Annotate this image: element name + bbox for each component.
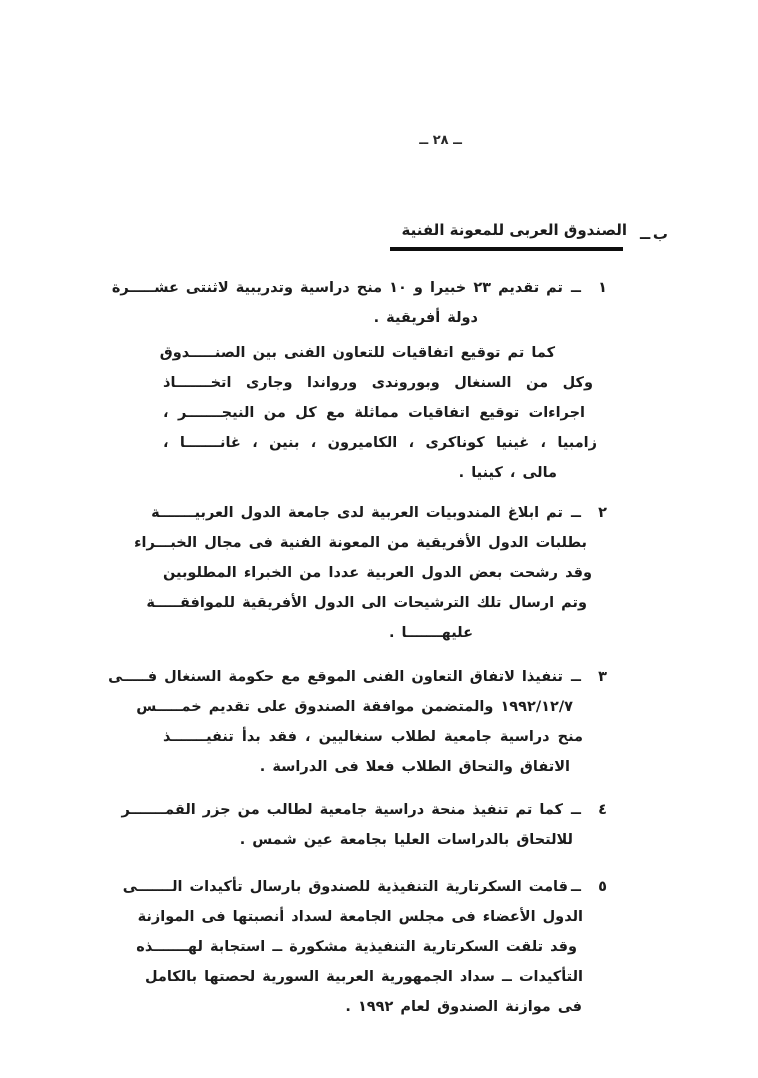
item-number-dash: ــ	[571, 669, 581, 685]
text-line: بطلبات الدول الأفريقية من المعونة الفنية فى مجال الخبـــراء	[134, 535, 587, 551]
text-line: عليهـــــــا .	[388, 625, 473, 641]
text-line: تم ابلاغ المندوبيات العربية لدى جامعة الدول العربيـــــــة	[151, 505, 563, 521]
item-number-marker	[571, 877, 607, 897]
text-line: ١٩٩٢/١٢/٧ والمتضمن موافقة الصندوق على تقديم خمـــــس	[136, 699, 573, 715]
text-line: كما تم تنفيذ منحة دراسية جامعية لطالب من جزر القمـــــــر	[121, 802, 563, 818]
text-line: دولة أفريقية .	[373, 310, 478, 326]
title-underline	[390, 247, 623, 251]
text-line: اجراءات توقيع اتفاقيات مماثلة مع كل من النيجـــــــر ،	[163, 405, 585, 421]
text-line: تنفيذا لاتفاق التعاون الفنى الموقع مع حكومة السنغال فـــــى	[108, 669, 563, 685]
text-line: التأكيدات ــ سداد الجمهورية العربية السورية لحصتها بالكامل	[144, 969, 583, 985]
text-line: وقد تلقت السكرتارية التنفيذية مشكورة ــ استجابة لهـــــــذه	[136, 939, 577, 955]
section-title: الصندوق العربى للمعونة الفنية	[401, 221, 627, 239]
text-line: كما تم توقيع اتفاقيات للتعاون الفنى بين الصنـــــدوق	[159, 345, 555, 361]
item-number-marker	[571, 667, 607, 687]
text-line: مالى ، كينيا .	[458, 465, 557, 481]
page-number: ــ ٢٨ ــ	[419, 133, 462, 148]
section-marker	[640, 224, 668, 244]
text-line: وقد رشحت بعض الدول العربية عددا من الخبراء المطلوبين	[163, 565, 592, 581]
text-line: وتم ارسال تلك الترشيحات الى الدول الأفريقية للموافقـــــة	[146, 595, 587, 611]
text-line: تم تقديم ٢٣ خبيرا و ١٠ منح دراسية وتدريبية لاثنتى عشـــــرة	[111, 280, 563, 296]
item-number-marker	[571, 503, 607, 523]
item-number: ٤	[598, 802, 607, 818]
text-line: الاتفاق والتحاق الطلاب فعلا فى الدراسة .	[259, 759, 570, 775]
item-number: ٣	[598, 669, 607, 685]
text-line: منح دراسية جامعية لطلاب سنغاليين ، فقد بدأ تنفيـــــــذ	[163, 729, 583, 745]
item-number-marker	[571, 278, 607, 298]
item-number: ١	[598, 280, 607, 296]
text-line: للالتحاق بالدراسات العليا بجامعة عين شمس .	[239, 832, 573, 848]
item-number: ٥	[598, 879, 607, 895]
item-number: ٢	[598, 505, 607, 521]
item-number-dash: ــ	[571, 280, 581, 296]
section-marker-dash: ــ	[640, 225, 651, 243]
text-line: قامت السكرتارية التنفيذية للصندوق بارسال تأكيدات الـــــــى	[122, 879, 568, 895]
section-marker-letter: ب	[652, 225, 668, 243]
item-number-dash: ــ	[571, 879, 581, 895]
item-number-dash: ــ	[571, 802, 581, 818]
text-line: وكل من السنغال وبوروندى ورواندا وجارى اتخـــــــاذ	[163, 375, 593, 391]
text-line: الدول الأعضاء فى مجلس الجامعة لسداد أنصبتها فى الموازنة	[137, 909, 583, 925]
text-line: زامبيا ، غينيا كوناكرى ، الكاميرون ، بنين ، غانـــــــا ،	[163, 435, 597, 451]
item-number-dash: ــ	[571, 505, 581, 521]
item-number-marker	[571, 800, 607, 820]
text-line: فى موازنة الصندوق لعام ١٩٩٢ .	[345, 999, 582, 1015]
